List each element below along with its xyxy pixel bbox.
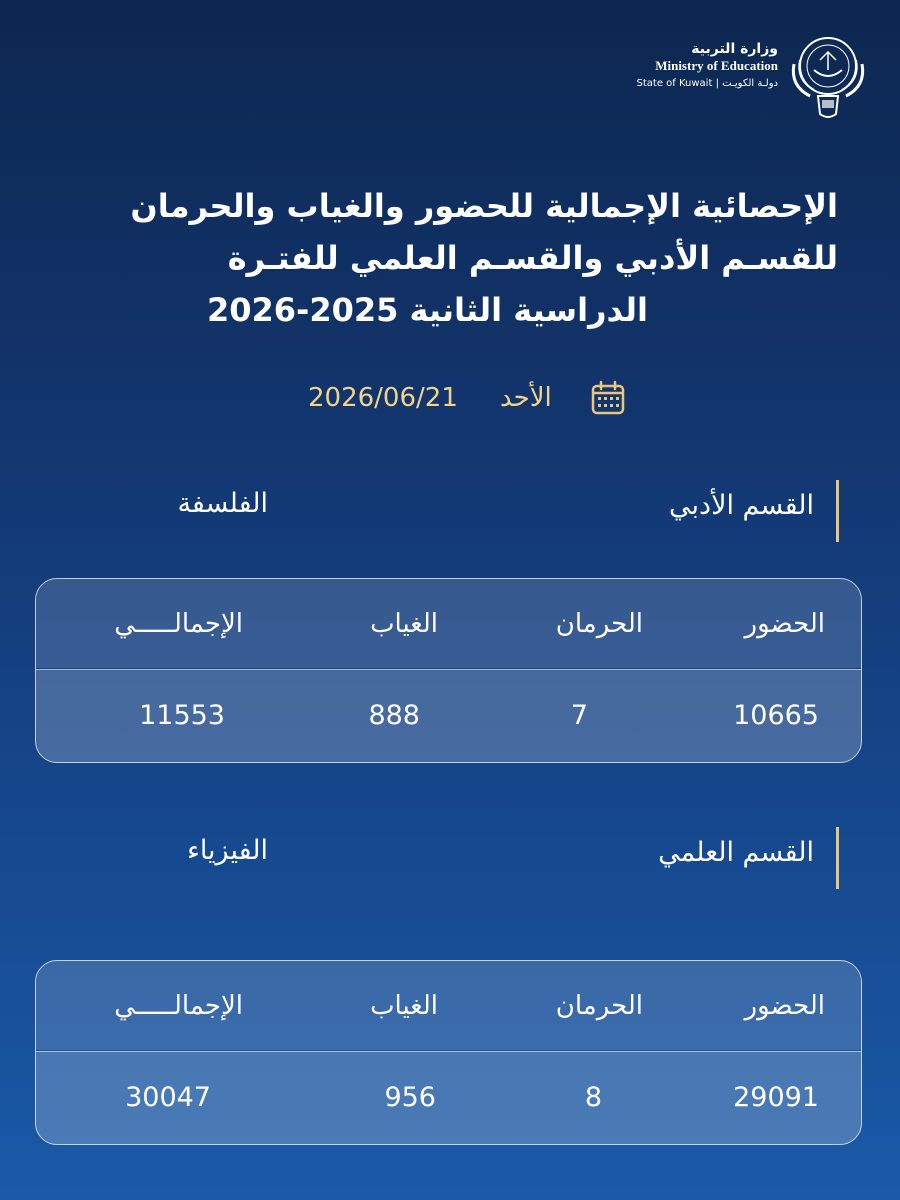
kuwait-emblem-icon [784,30,872,120]
header-absence: الغياب [370,991,438,1021]
section-divider [836,827,839,889]
value-absence: 956 [384,1082,436,1113]
ministry-branding [637,40,778,92]
table-header-row [36,961,861,1050]
state-label [637,76,778,92]
stats-table-literary [35,578,862,763]
value-absence: 888 [368,700,420,731]
table-row [36,1051,861,1145]
state-name-english: State of Kuwait [636,78,713,89]
date-row [0,380,900,420]
title-line-1: الإحصائية الإجمالية للحضور والغياب والحرمان [130,187,838,225]
value-total: 11553 [139,700,225,731]
calendar-icon [590,380,626,416]
section-subject-philosophy: الفلسفة [177,488,268,519]
header-deprivation: الحرمان [555,991,643,1021]
date-day: الأحد [500,383,552,413]
value-deprivation: 8 [584,1082,602,1113]
value-attendance: 29091 [733,1082,819,1113]
section-title-scientific: القسم العلمي [658,837,814,868]
stats-table-scientific [35,960,862,1145]
header-attendance: الحضور [744,609,825,639]
value-attendance: 10665 [733,700,819,731]
ministry-name-english: Ministry of Education [655,58,778,73]
header-total: الإجمالـــــي [114,609,243,639]
table-header-row [36,579,861,668]
section-divider [836,480,839,542]
value-deprivation: 7 [570,700,588,731]
section-title-literary: القسم الأدبي [669,490,814,521]
header-deprivation: الحرمان [555,609,643,639]
date-value: 2026/06/21 [308,383,458,413]
header-absence: الغياب [370,609,438,639]
state-name-arabic: دولـة الكويـت [722,78,778,89]
title-line-2: للقسـم الأدبي والقسـم العلمي للفتـرة [227,239,838,277]
page-title [78,180,838,336]
section-subject-physics: الفيزياء [187,835,268,866]
header-attendance: الحضور [744,991,825,1021]
ministry-name-arabic: وزارة التربية [691,41,778,57]
state-separator: | [715,78,719,89]
header-total: الإجمالـــــي [114,991,243,1021]
value-total: 30047 [125,1082,211,1113]
table-row [36,669,861,763]
title-line-3: الدراسية الثانية 2025-2026 [206,291,648,329]
